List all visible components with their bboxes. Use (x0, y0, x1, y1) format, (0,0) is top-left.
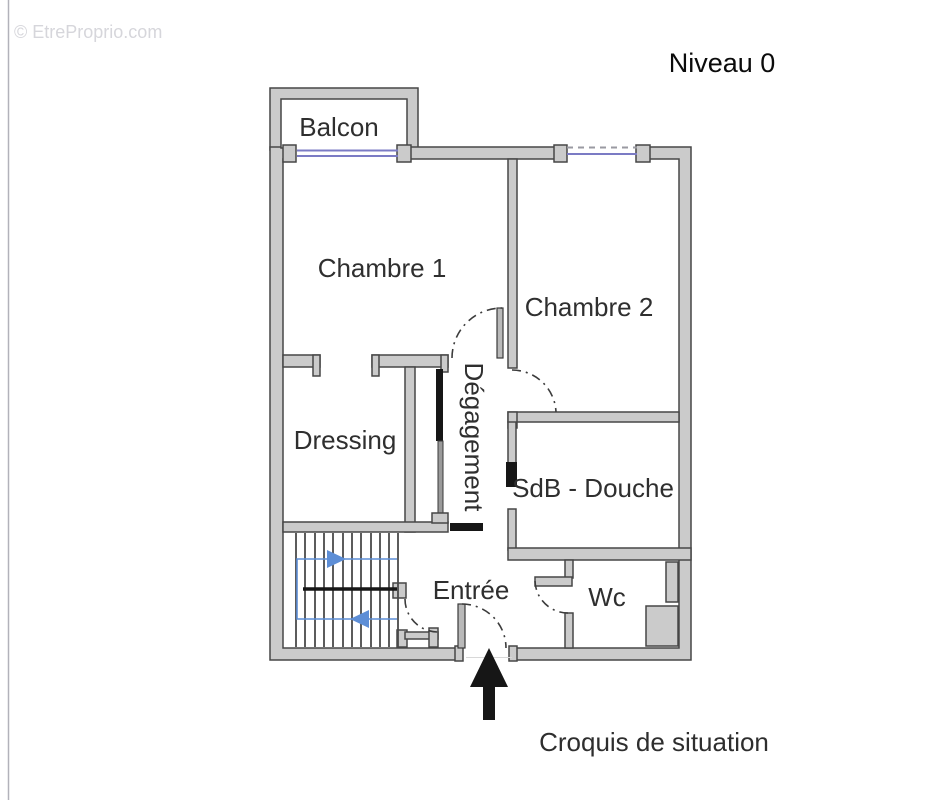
room-label-entree: Entrée (432, 575, 510, 605)
wc-door-leaf (535, 577, 572, 586)
room-label-balcon: Balcon (299, 112, 379, 142)
room-label-sdb: SdB - Douche (512, 473, 674, 503)
sliding-door-panel (436, 369, 443, 441)
room-label-chambre2: Chambre 2 (524, 292, 654, 322)
duct-shaft (646, 606, 678, 646)
room-label-wc: Wc (588, 582, 626, 612)
chambre1-door-leaf (497, 308, 503, 358)
sliding-door-panel (450, 523, 483, 531)
watermark: © EtreProprio.com (14, 22, 163, 42)
page-title: Niveau 0 (668, 48, 776, 78)
room-label-chambre1: Chambre 1 (317, 253, 447, 283)
plan-caption: Croquis de situation (539, 727, 769, 757)
entrance-door-leaf (458, 604, 465, 648)
room-label-degagement: Dégagement (459, 362, 489, 512)
room-label-dressing: Dressing (293, 425, 397, 455)
